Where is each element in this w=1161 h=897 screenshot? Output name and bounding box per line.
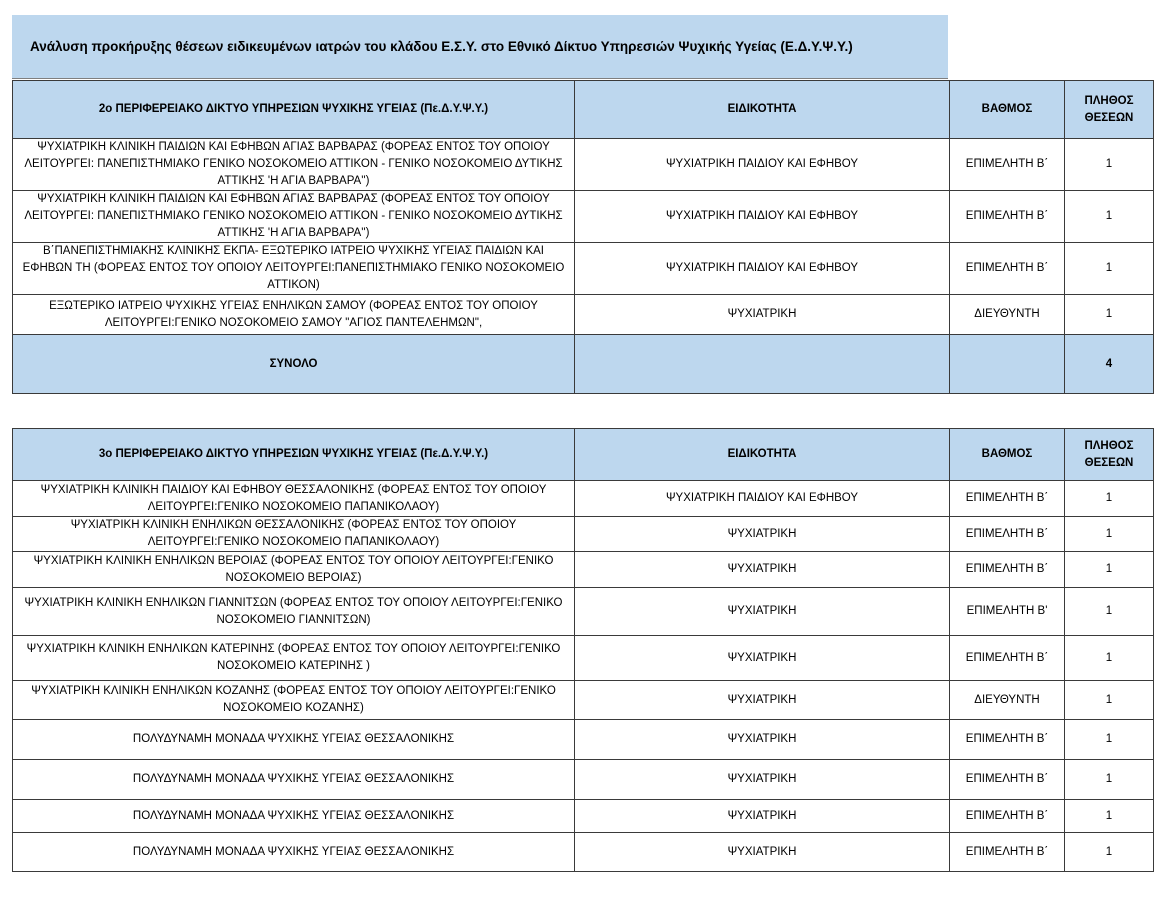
unit-cell: ΕΞΩΤΕΡΙΚΟ ΙΑΤΡΕΙΟ ΨΥΧΙΚΗΣ ΥΓΕΙΑΣ ΕΝΗΛΙΚΩΝ ΣΑΜΟΥ (ΦΟΡΕΑΣ ΕΝΤΟΣ ΤΟΥ ΟΠΟΙΟΥ ΛΕΙΤΟΥΡΓΕΙ:ΓΕΝΙΚΟ ΝΟΣΟΚΟΜΕΙΟ ΣΑΜΟΥ "ΑΓΙΟΣ ΠΑΝΤΕΛΕΗΜΩΝ",	[13, 295, 575, 335]
grade-cell: ΔΙΕΥΘΥΝΤΗ	[950, 681, 1065, 720]
header-grade: ΒΑΘΜΟΣ	[950, 81, 1065, 139]
page-title-text: Ανάλυση προκήρυξης θέσεων ειδικευμένων ιατρών του κλάδου Ε.Σ.Υ. στο Εθνικό Δίκτυο Υπηρεσιών Ψυχικής Υγείας (Ε.Δ.Υ.Ψ.Υ.)	[30, 39, 853, 54]
grade-cell: ΕΠΙΜΕΛΗΤΗ Β΄	[950, 191, 1065, 243]
table-row	[13, 295, 1154, 335]
count-cell: 1	[1065, 481, 1154, 517]
specialty-cell: ΨΥΧΙΑΤΡΙΚΗ	[575, 681, 950, 720]
table-row	[13, 681, 1154, 720]
count-cell: 1	[1065, 760, 1154, 800]
grade-cell: ΔΙΕΥΘΥΝΤΗ	[950, 295, 1065, 335]
table-header-row	[13, 429, 1154, 481]
unit-cell: ΠΟΛΥΔΥΝΑΜΗ ΜΟΝΑΔΑ ΨΥΧΙΚΗΣ ΥΓΕΙΑΣ ΘΕΣΣΑΛΟΝΙΚΗΣ	[13, 800, 575, 833]
network-2-table	[12, 80, 1154, 394]
grade-cell: ΕΠΙΜΕΛΗΤΗ Β'	[950, 588, 1065, 636]
unit-cell: ΠΟΛΥΔΥΝΑΜΗ ΜΟΝΑΔΑ ΨΥΧΙΚΗΣ ΥΓΕΙΑΣ ΘΕΣΣΑΛΟΝΙΚΗΣ	[13, 833, 575, 872]
unit-cell: Β΄ΠΑΝΕΠΙΣΤΗΜΙΑΚΗΣ ΚΛΙΝΙΚΗΣ ΕΚΠΑ- ΕΞΩΤΕΡΙΚΟ ΙΑΤΡΕΙΟ ΨΥΧΙΚΗΣ ΥΓΕΙΑΣ ΠΑΙΔΙΩΝ ΚΑΙ ΕΦΗΒΩΝ ΤΗ (ΦΟΡΕΑΣ ΕΝΤΟΣ ΤΟΥ ΟΠΟΙΟΥ ΛΕΙΤΟΥΡΓΕΙ:ΠΑΝΕΠΙΣΤΗΜΙΑΚΟ ΓΕΝΙΚΟ ΝΟΣΟΚΟΜΕΙΟ ΑΤΤΙΚΟΝ)	[13, 243, 575, 295]
grade-cell: ΕΠΙΜΕΛΗΤΗ Β΄	[950, 552, 1065, 588]
total-row	[13, 335, 1154, 394]
table-row	[13, 552, 1154, 588]
specialty-cell: ΨΥΧΙΑΤΡΙΚΗ ΠΑΙΔΙΟΥ ΚΑΙ ΕΦΗΒΟΥ	[575, 243, 950, 295]
count-cell: 1	[1065, 681, 1154, 720]
count-cell: 1	[1065, 139, 1154, 191]
header-count-line1: ΠΛΗΘΟΣ	[1084, 94, 1134, 107]
specialty-cell: ΨΥΧΙΑΤΡΙΚΗ	[575, 552, 950, 588]
table-row	[13, 191, 1154, 243]
specialty-cell: ΨΥΧΙΑΤΡΙΚΗ	[575, 760, 950, 800]
count-cell: 1	[1065, 552, 1154, 588]
header-count-line2: ΘΕΣΕΩΝ	[1084, 456, 1134, 469]
total-empty-specialty	[575, 335, 950, 394]
grade-cell: ΕΠΙΜΕΛΗΤΗ Β΄	[950, 636, 1065, 681]
specialty-cell: ΨΥΧΙΑΤΡΙΚΗ ΠΑΙΔΙΟΥ ΚΑΙ ΕΦΗΒΟΥ	[575, 191, 950, 243]
header-specialty: ΕΙΔΙΚΟΤΗΤΑ	[575, 429, 950, 481]
specialty-cell: ΨΥΧΙΑΤΡΙΚΗ	[575, 636, 950, 681]
table-row	[13, 720, 1154, 760]
table-row	[13, 800, 1154, 833]
count-cell: 1	[1065, 191, 1154, 243]
specialty-cell: ΨΥΧΙΑΤΡΙΚΗ ΠΑΙΔΙΟΥ ΚΑΙ ΕΦΗΒΟΥ	[575, 139, 950, 191]
total-empty-grade	[950, 335, 1065, 394]
specialty-cell: ΨΥΧΙΑΤΡΙΚΗ	[575, 517, 950, 552]
network-3-table	[12, 428, 1154, 872]
specialty-cell: ΨΥΧΙΑΤΡΙΚΗ ΠΑΙΔΙΟΥ ΚΑΙ ΕΦΗΒΟΥ	[575, 481, 950, 517]
count-cell: 1	[1065, 295, 1154, 335]
unit-cell: ΨΥΧΙΑΤΡΙΚΗ ΚΛΙΝΙΚΗ ΕΝΗΛΙΚΩΝ ΒΕΡΟΙΑΣ (ΦΟΡΕΑΣ ΕΝΤΟΣ ΤΟΥ ΟΠΟΙΟΥ ΛΕΙΤΟΥΡΓΕΙ:ΓΕΝΙΚΟ ΝΟΣΟΚΟΜΕΙΟ ΒΕΡΟΙΑΣ)	[13, 552, 575, 588]
header-grade: ΒΑΘΜΟΣ	[950, 429, 1065, 481]
grade-cell: ΕΠΙΜΕΛΗΤΗ Β΄	[950, 760, 1065, 800]
unit-cell: ΨΥΧΙΑΤΡΙΚΗ ΚΛΙΝΙΚΗ ΠΑΙΔΙΩΝ ΚΑΙ ΕΦΗΒΩΝ ΑΓΙΑΣ ΒΑΡΒΑΡΑΣ (ΦΟΡΕΑΣ ΕΝΤΟΣ ΤΟΥ ΟΠΟΙΟΥ ΛΕΙΤΟΥΡΓΕΙ: ΠΑΝΕΠΙΣΤΗΜΙΑΚΟ ΓΕΝΙΚΟ ΝΟΣΟΚΟΜΕΙΟ ΑΤΤΙΚΟΝ - ΓΕΝΙΚΟ ΝΟΣΟΚΟΜΕΙΟ ΔΥΤΙΚΗΣ ΑΤΤΙΚΗΣ 'Η ΑΓΙΑ ΒΑΡΒΑΡΑ'')	[13, 139, 575, 191]
specialty-cell: ΨΥΧΙΑΤΡΙΚΗ	[575, 720, 950, 760]
table-row	[13, 139, 1154, 191]
page-title	[12, 15, 948, 79]
header-count	[1065, 429, 1154, 481]
grade-cell: ΕΠΙΜΕΛΗΤΗ Β΄	[950, 481, 1065, 517]
grade-cell: ΕΠΙΜΕΛΗΤΗ Β΄	[950, 517, 1065, 552]
table-header-row	[13, 81, 1154, 139]
header-count-line1: ΠΛΗΘΟΣ	[1084, 439, 1134, 452]
total-count: 4	[1065, 335, 1154, 394]
unit-cell: ΨΥΧΙΑΤΡΙΚΗ ΚΛΙΝΙΚΗ ΠΑΙΔΙΟΥ ΚΑΙ ΕΦΗΒΟΥ ΘΕΣΣΑΛΟΝΙΚΗΣ (ΦΟΡΕΑΣ ΕΝΤΟΣ ΤΟΥ ΟΠΟΙΟΥ ΛΕΙΤΟΥΡΓΕΙ:ΓΕΝΙΚΟ ΝΟΣΟΚΟΜΕΙΟ ΠΑΠΑΝΙΚΟΛΑΟΥ)	[13, 481, 575, 517]
table-row	[13, 636, 1154, 681]
grade-cell: ΕΠΙΜΕΛΗΤΗ Β΄	[950, 139, 1065, 191]
specialty-cell: ΨΥΧΙΑΤΡΙΚΗ	[575, 800, 950, 833]
table-row	[13, 481, 1154, 517]
specialty-cell: ΨΥΧΙΑΤΡΙΚΗ	[575, 833, 950, 872]
table-row	[13, 588, 1154, 636]
table-row	[13, 833, 1154, 872]
grade-cell: ΕΠΙΜΕΛΗΤΗ Β΄	[950, 800, 1065, 833]
unit-cell: ΠΟΛΥΔΥΝΑΜΗ ΜΟΝΑΔΑ ΨΥΧΙΚΗΣ ΥΓΕΙΑΣ ΘΕΣΣΑΛΟΝΙΚΗΣ	[13, 720, 575, 760]
unit-cell: ΨΥΧΙΑΤΡΙΚΗ ΚΛΙΝΙΚΗ ΕΝΗΛΙΚΩΝ ΓΙΑΝΝΙΤΣΩΝ (ΦΟΡΕΑΣ ΕΝΤΟΣ ΤΟΥ ΟΠΟΙΟΥ ΛΕΙΤΟΥΡΓΕΙ:ΓΕΝΙΚΟ ΝΟΣΟΚΟΜΕΙΟ ΓΙΑΝΝΙΤΣΩΝ)	[13, 588, 575, 636]
unit-cell: ΨΥΧΙΑΤΡΙΚΗ ΚΛΙΝΙΚΗ ΕΝΗΛΙΚΩΝ ΚΑΤΕΡΙΝΗΣ (ΦΟΡΕΑΣ ΕΝΤΟΣ ΤΟΥ ΟΠΟΙΟΥ ΛΕΙΤΟΥΡΓΕΙ:ΓΕΝΙΚΟ ΝΟΣΟΚΟΜΕΙΟ ΚΑΤΕΡΙΝΗΣ )	[13, 636, 575, 681]
total-label: ΣΥΝΟΛΟ	[13, 335, 575, 394]
count-cell: 1	[1065, 800, 1154, 833]
table-row	[13, 243, 1154, 295]
unit-cell: ΨΥΧΙΑΤΡΙΚΗ ΚΛΙΝΙΚΗ ΕΝΗΛΙΚΩΝ ΘΕΣΣΑΛΟΝΙΚΗΣ (ΦΟΡΕΑΣ ΕΝΤΟΣ ΤΟΥ ΟΠΟΙΟΥ ΛΕΙΤΟΥΡΓΕΙ:ΓΕΝΙΚΟ ΝΟΣΟΚΟΜΕΙΟ ΠΑΠΑΝΙΚΟΛΑΟΥ)	[13, 517, 575, 552]
unit-cell: ΨΥΧΙΑΤΡΙΚΗ ΚΛΙΝΙΚΗ ΕΝΗΛΙΚΩΝ ΚΟΖΑΝΗΣ (ΦΟΡΕΑΣ ΕΝΤΟΣ ΤΟΥ ΟΠΟΙΟΥ ΛΕΙΤΟΥΡΓΕΙ:ΓΕΝΙΚΟ ΝΟΣΟΚΟΜΕΙΟ ΚΟΖΑΝΗΣ)	[13, 681, 575, 720]
count-cell: 1	[1065, 720, 1154, 760]
count-cell: 1	[1065, 517, 1154, 552]
header-network: 3ο ΠΕΡΙΦΕΡΕΙΑΚΟ ΔΙΚΤΥΟ ΥΠΗΡΕΣΙΩΝ ΨΥΧΙΚΗΣ ΥΓΕΙΑΣ (Πε.Δ.Υ.Ψ.Υ.)	[13, 429, 575, 481]
unit-cell: ΨΥΧΙΑΤΡΙΚΗ ΚΛΙΝΙΚΗ ΠΑΙΔΙΩΝ ΚΑΙ ΕΦΗΒΩΝ ΑΓΙΑΣ ΒΑΡΒΑΡΑΣ (ΦΟΡΕΑΣ ΕΝΤΟΣ ΤΟΥ ΟΠΟΙΟΥ ΛΕΙΤΟΥΡΓΕΙ: ΠΑΝΕΠΙΣΤΗΜΙΑΚΟ ΓΕΝΙΚΟ ΝΟΣΟΚΟΜΕΙΟ ΑΤΤΙΚΟΝ - ΓΕΝΙΚΟ ΝΟΣΟΚΟΜΕΙΟ ΔΥΤΙΚΗΣ ΑΤΤΙΚΗΣ 'Η ΑΓΙΑ ΒΑΡΒΑΡΑ'')	[13, 191, 575, 243]
count-cell: 1	[1065, 243, 1154, 295]
specialty-cell: ΨΥΧΙΑΤΡΙΚΗ	[575, 588, 950, 636]
header-network: 2ο ΠΕΡΙΦΕΡΕΙΑΚΟ ΔΙΚΤΥΟ ΥΠΗΡΕΣΙΩΝ ΨΥΧΙΚΗΣ ΥΓΕΙΑΣ (Πε.Δ.Υ.Ψ.Υ.)	[13, 81, 575, 139]
unit-cell: ΠΟΛΥΔΥΝΑΜΗ ΜΟΝΑΔΑ ΨΥΧΙΚΗΣ ΥΓΕΙΑΣ ΘΕΣΣΑΛΟΝΙΚΗΣ	[13, 760, 575, 800]
grade-cell: ΕΠΙΜΕΛΗΤΗ Β΄	[950, 243, 1065, 295]
grade-cell: ΕΠΙΜΕΛΗΤΗ Β΄	[950, 833, 1065, 872]
count-cell: 1	[1065, 833, 1154, 872]
header-specialty: ΕΙΔΙΚΟΤΗΤΑ	[575, 81, 950, 139]
header-count	[1065, 81, 1154, 139]
count-cell: 1	[1065, 636, 1154, 681]
table-row	[13, 517, 1154, 552]
table-row	[13, 760, 1154, 800]
grade-cell: ΕΠΙΜΕΛΗΤΗ Β΄	[950, 720, 1065, 760]
count-cell: 1	[1065, 588, 1154, 636]
header-count-line2: ΘΕΣΕΩΝ	[1084, 111, 1134, 124]
specialty-cell: ΨΥΧΙΑΤΡΙΚΗ	[575, 295, 950, 335]
